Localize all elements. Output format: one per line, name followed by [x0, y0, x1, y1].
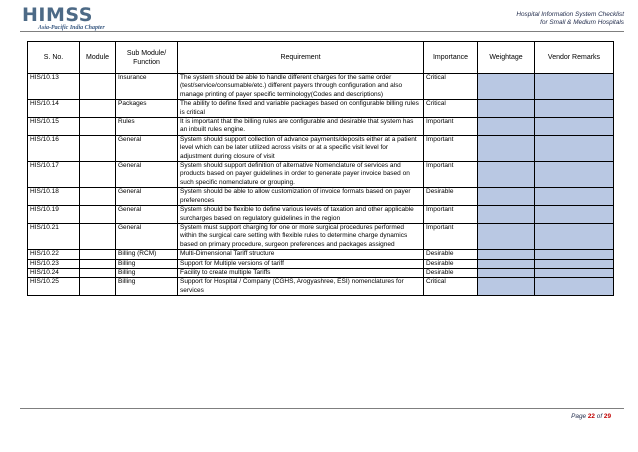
cell-submodule: Billing	[116, 278, 178, 296]
cell-requirement: Facility to create multiple Tariffs	[178, 268, 424, 277]
cell-module	[80, 118, 116, 136]
cell-submodule: General	[116, 206, 178, 224]
cell-weightage[interactable]	[478, 135, 535, 161]
cell-vendor-remarks[interactable]	[535, 259, 614, 268]
cell-sno: HIS/10.17	[28, 162, 80, 188]
title-line-1: Hospital Information System Checklist	[516, 11, 624, 18]
cell-sno: HIS/10.21	[28, 223, 80, 249]
table-row	[28, 135, 614, 161]
cell-submodule: General	[116, 162, 178, 188]
cell-vendor-remarks[interactable]	[535, 206, 614, 224]
cell-importance: Important	[424, 206, 478, 224]
cell-weightage[interactable]	[478, 259, 535, 268]
page-number	[571, 413, 611, 420]
cell-sno: HIS/10.18	[28, 188, 80, 206]
cell-requirement: It is important that the billing rules are configurable and desirable that system has an inbuilt rules engine.	[178, 118, 424, 136]
cell-importance: Desirable	[424, 268, 478, 277]
cell-submodule: Billing	[116, 268, 178, 277]
page-header	[0, 0, 638, 40]
cell-weightage[interactable]	[478, 223, 535, 249]
cell-importance: Important	[424, 162, 478, 188]
cell-submodule: General	[116, 223, 178, 249]
cell-sno: HIS/10.13	[28, 74, 80, 100]
cell-importance: Critical	[424, 74, 478, 100]
cell-module	[80, 259, 116, 268]
cell-module	[80, 100, 116, 118]
table-row	[28, 74, 614, 100]
table-row	[28, 162, 614, 188]
cell-importance: Important	[424, 135, 478, 161]
cell-importance: Desirable	[424, 259, 478, 268]
cell-module	[80, 268, 116, 277]
cell-vendor-remarks[interactable]	[535, 223, 614, 249]
cell-vendor-remarks[interactable]	[535, 278, 614, 296]
cell-sno: HIS/10.19	[28, 206, 80, 224]
table-row	[28, 223, 614, 249]
page-current: 22	[587, 413, 595, 420]
cell-requirement: System should be flexible to define various levels of taxation and other applicable surcharges based on regulatory guidelines in the region	[178, 206, 424, 224]
himss-logo	[22, 6, 105, 31]
cell-submodule: Insurance	[116, 74, 178, 100]
header-divider	[20, 31, 624, 32]
cell-importance: Critical	[424, 100, 478, 118]
col-header-weightage: Weightage	[478, 42, 535, 74]
cell-requirement: System should support collection of advance payments/deposits either at a patient level which can be later utilized across visits or at a specific visit level for adjustment during closure of visit	[178, 135, 424, 161]
cell-requirement: The system should be able to handle different charges for the same order (test/service/consumable/etc.) different payers through configuration and also manage printing of payer specific terminology(Codes and descriptions)	[178, 74, 424, 100]
cell-weightage[interactable]	[478, 74, 535, 100]
table-row	[28, 259, 614, 268]
document-title	[516, 11, 624, 27]
cell-module	[80, 135, 116, 161]
cell-requirement: Multi-Dimensional Tariff structure	[178, 250, 424, 259]
cell-requirement: System should support definition of alternative Nomenclature of services and products based on payer guidelines in order to generate payer invoice based on such specific nomenclature or grouping.	[178, 162, 424, 188]
cell-importance: Desirable	[424, 250, 478, 259]
cell-submodule: Billing	[116, 259, 178, 268]
cell-vendor-remarks[interactable]	[535, 118, 614, 136]
cell-weightage[interactable]	[478, 250, 535, 259]
cell-module	[80, 250, 116, 259]
cell-requirement: Support for Multiple versions of tariff	[178, 259, 424, 268]
col-header-module: Module	[80, 42, 116, 74]
cell-vendor-remarks[interactable]	[535, 74, 614, 100]
cell-requirement: The ability to define fixed and variable packages based on configurable billing rules is critical	[178, 100, 424, 118]
cell-submodule: General	[116, 188, 178, 206]
cell-importance: Critical	[424, 278, 478, 296]
cell-sno: HIS/10.25	[28, 278, 80, 296]
cell-module	[80, 278, 116, 296]
cell-weightage[interactable]	[478, 268, 535, 277]
cell-module	[80, 188, 116, 206]
cell-weightage[interactable]	[478, 278, 535, 296]
cell-weightage[interactable]	[478, 188, 535, 206]
col-header-sno: S. No.	[28, 42, 80, 74]
cell-module	[80, 206, 116, 224]
cell-sno: HIS/10.14	[28, 100, 80, 118]
table-row	[28, 100, 614, 118]
col-header-submodule: Sub Module/ Function	[116, 42, 178, 74]
cell-sno: HIS/10.22	[28, 250, 80, 259]
cell-weightage[interactable]	[478, 206, 535, 224]
cell-module	[80, 74, 116, 100]
cell-importance: Important	[424, 118, 478, 136]
page-label: Page	[571, 413, 587, 420]
col-header-requirement: Requirement	[178, 42, 424, 74]
title-line-2: for Small & Medium Hospitals	[540, 19, 624, 26]
cell-vendor-remarks[interactable]	[535, 188, 614, 206]
cell-importance: Important	[424, 223, 478, 249]
table-row	[28, 268, 614, 277]
cell-submodule: Rules	[116, 118, 178, 136]
cell-weightage[interactable]	[478, 118, 535, 136]
cell-sno: HIS/10.16	[28, 135, 80, 161]
cell-requirement: System must support charging for one or more surgical procedures performed within the surgical care setting with flexible rules to determine charge dynamics based on primary procedure, surgeon preferences and packages assigned	[178, 223, 424, 249]
cell-sno: HIS/10.15	[28, 118, 80, 136]
table-row	[28, 118, 614, 136]
cell-weightage[interactable]	[478, 100, 535, 118]
cell-vendor-remarks[interactable]	[535, 135, 614, 161]
table-body	[28, 74, 614, 296]
col-header-importance: Importance	[424, 42, 478, 74]
table-row	[28, 250, 614, 259]
cell-weightage[interactable]	[478, 162, 535, 188]
cell-vendor-remarks[interactable]	[535, 250, 614, 259]
col-header-vendor-remarks: Vendor Remarks	[535, 42, 614, 74]
page-of-label: of	[596, 413, 603, 420]
cell-sno: HIS/10.23	[28, 259, 80, 268]
table-row	[28, 278, 614, 296]
table-header-row	[28, 42, 614, 74]
cell-requirement: System should be able to allow customization of invoice formats based on payer preferences	[178, 188, 424, 206]
table-row	[28, 206, 614, 224]
cell-requirement: Support for Hospital / Company (CGHS, Arogyashree, ESI) nomenclatures for services	[178, 278, 424, 296]
cell-vendor-remarks[interactable]	[535, 268, 614, 277]
logo-subtitle: Asia-Pacific India Chapter	[38, 25, 105, 31]
cell-module	[80, 223, 116, 249]
page-total: 29	[603, 413, 611, 420]
table-row	[28, 188, 614, 206]
cell-submodule: General	[116, 135, 178, 161]
logo-text: HIMSS	[22, 4, 93, 26]
cell-sno: HIS/10.24	[28, 268, 80, 277]
cell-submodule: Billing (RCM)	[116, 250, 178, 259]
cell-submodule: Packages	[116, 100, 178, 118]
cell-module	[80, 162, 116, 188]
footer-divider	[20, 408, 624, 409]
cell-vendor-remarks[interactable]	[535, 100, 614, 118]
cell-vendor-remarks[interactable]	[535, 162, 614, 188]
checklist-table	[27, 41, 614, 296]
cell-importance: Desirable	[424, 188, 478, 206]
